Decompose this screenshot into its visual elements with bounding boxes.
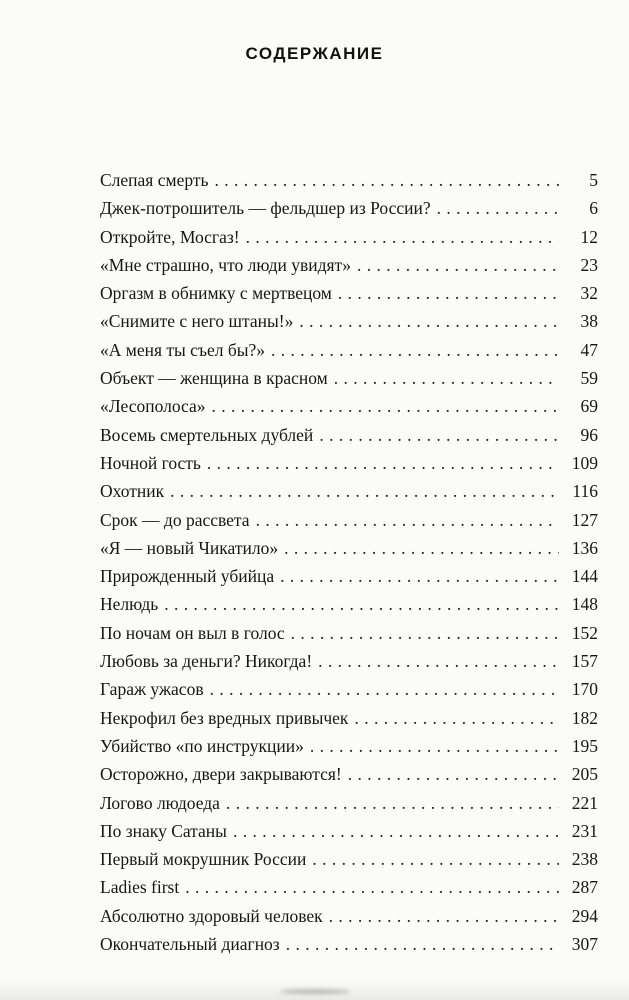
dot-leader: [164, 590, 559, 618]
toc-entry-title: «А меня ты съел бы?»: [100, 339, 266, 360]
toc-entry-page: 59: [580, 368, 598, 389]
toc-row: [100, 930, 598, 958]
toc-row: [100, 449, 598, 477]
toc-entry-page: 96: [580, 424, 598, 445]
dot-leader: [210, 675, 559, 703]
dot-leader: [437, 194, 559, 222]
toc-row: [100, 279, 598, 307]
dot-leader: [354, 704, 559, 732]
dot-leader: [246, 223, 559, 251]
toc-entry-title: Некрофил без вредных привычек: [100, 707, 349, 728]
dot-leader: [299, 307, 559, 335]
dot-leader: [185, 873, 559, 901]
toc-entry-page: 205: [571, 764, 598, 785]
toc-row: [100, 421, 598, 449]
toc-entry-page: 5: [589, 170, 598, 190]
toc-entry-title: Гараж ужасов: [100, 679, 204, 700]
toc-entry-title: Ночной гость: [100, 452, 201, 473]
toc-row: [100, 760, 598, 788]
toc-entry-title: Срок — до рассвета: [100, 509, 250, 530]
dot-leader: [256, 506, 559, 534]
toc-row: [100, 562, 598, 590]
toc-entry-page: 221: [571, 792, 598, 813]
toc-row: [100, 873, 598, 901]
dot-leader: [212, 392, 559, 420]
toc-entry-page: 109: [571, 452, 598, 473]
scan-smudge: [280, 989, 350, 994]
toc-row: [100, 647, 598, 675]
toc-entry-page: 69: [580, 396, 598, 417]
toc-entry-page: 127: [571, 509, 598, 530]
toc-entry-page: 12: [580, 226, 598, 247]
toc-row: [100, 902, 598, 930]
toc-entry-page: 152: [571, 622, 598, 643]
toc-entry-title: Ladies first: [100, 877, 180, 898]
dot-leader: [286, 930, 559, 958]
toc-entry-title: «Снимите с него штаны!»: [100, 311, 294, 332]
toc-entry-title: Нелюдь: [100, 594, 159, 615]
toc-list: [100, 166, 598, 958]
toc-entry-page: 32: [580, 283, 598, 304]
toc-entry-title: «Лесополоса»: [100, 396, 206, 417]
toc-entry-page: 116: [572, 481, 598, 502]
toc-row: [100, 223, 598, 251]
toc-entry-page: 23: [580, 254, 598, 275]
toc-row: [100, 166, 598, 194]
toc-entry-title: Джек-потрошитель — фельдшер из России?: [100, 198, 431, 219]
dot-leader: [338, 279, 559, 307]
toc-row: [100, 364, 598, 392]
toc-entry-title: Восемь смертельных дублей: [100, 424, 314, 445]
toc-entry-page: 6: [589, 198, 598, 219]
dot-leader: [215, 166, 560, 194]
toc-entry-page: 195: [571, 735, 598, 756]
toc-entry-page: 170: [571, 679, 598, 700]
toc-entry-page: 294: [571, 905, 598, 926]
dot-leader: [226, 789, 559, 817]
toc-entry-page: 148: [571, 594, 598, 615]
toc-entry-title: Слепая смерть: [100, 170, 209, 190]
toc-row: [100, 336, 598, 364]
dot-leader: [310, 732, 559, 760]
toc-row: [100, 789, 598, 817]
dot-leader: [319, 421, 559, 449]
dot-leader: [291, 619, 559, 647]
toc-entry-page: 144: [571, 566, 598, 587]
dot-leader: [271, 336, 559, 364]
toc-entry-title: Прирожденный убийца: [100, 566, 275, 587]
toc-entry-title: Логово людоеда: [100, 792, 220, 813]
toc-row: [100, 307, 598, 335]
toc-row: [100, 675, 598, 703]
dot-leader: [329, 902, 559, 930]
toc-row: [100, 817, 598, 845]
dot-leader: [334, 364, 559, 392]
toc-entry-title: Осторожно, двери закрываются!: [100, 764, 342, 785]
dot-leader: [170, 477, 559, 505]
toc-entry-title: Первый мокрушник России: [100, 849, 307, 870]
dot-leader: [318, 647, 559, 675]
dot-leader: [233, 817, 559, 845]
toc-entry-title: Абсолютно здоровый человек: [100, 905, 323, 926]
toc-entry-page: 307: [571, 934, 598, 955]
toc-entry-title: Окончательный диагноз: [100, 934, 280, 955]
toc-entry-title: По знаку Сатаны: [100, 820, 227, 841]
toc-entry-page: 157: [571, 651, 598, 672]
dot-leader: [312, 845, 559, 873]
toc-entry-page: 38: [580, 311, 598, 332]
toc-entry-title: Объект — женщина в красном: [100, 368, 328, 389]
toc-row: [100, 704, 598, 732]
toc-row: [100, 477, 598, 505]
toc-entry-page: 47: [580, 339, 598, 360]
toc-entry-page: 287: [571, 877, 598, 898]
toc-row: [100, 534, 598, 562]
toc-entry-title: Любовь за деньги? Никогда!: [100, 651, 313, 672]
toc-entry-title: Убийство «по инструкции»: [100, 735, 304, 756]
dot-leader: [348, 760, 559, 788]
toc-row: [100, 392, 598, 420]
toc-entry-page: 136: [571, 537, 598, 558]
toc-entry-page: 182: [571, 707, 598, 728]
dot-leader: [357, 251, 559, 279]
toc-row: [100, 590, 598, 618]
toc-entry-title: По ночам он выл в голос: [100, 622, 285, 643]
toc-row: [100, 506, 598, 534]
toc-entry-title: Охотник: [100, 481, 165, 502]
page-title: СОДЕРЖАНИЕ: [245, 44, 384, 63]
toc-row: [100, 194, 598, 222]
toc-row: [100, 845, 598, 873]
toc-row: [100, 251, 598, 279]
dot-leader: [280, 562, 559, 590]
toc-entry-title: «Мне страшно, что люди увидят»: [100, 254, 351, 275]
toc-entry-page: 231: [571, 820, 598, 841]
toc-row: [100, 619, 598, 647]
dot-leader: [207, 449, 559, 477]
toc-entry-title: «Я — новый Чикатило»: [100, 537, 279, 558]
toc-entry-title: Оргазм в обнимку с мертвецом: [100, 283, 332, 304]
toc-row: [100, 732, 598, 760]
toc-entry-title: Откройте, Мосгаз!: [100, 226, 240, 247]
dot-leader: [284, 534, 559, 562]
toc-entry-page: 238: [571, 849, 598, 870]
scan-shadow: [0, 980, 629, 1000]
